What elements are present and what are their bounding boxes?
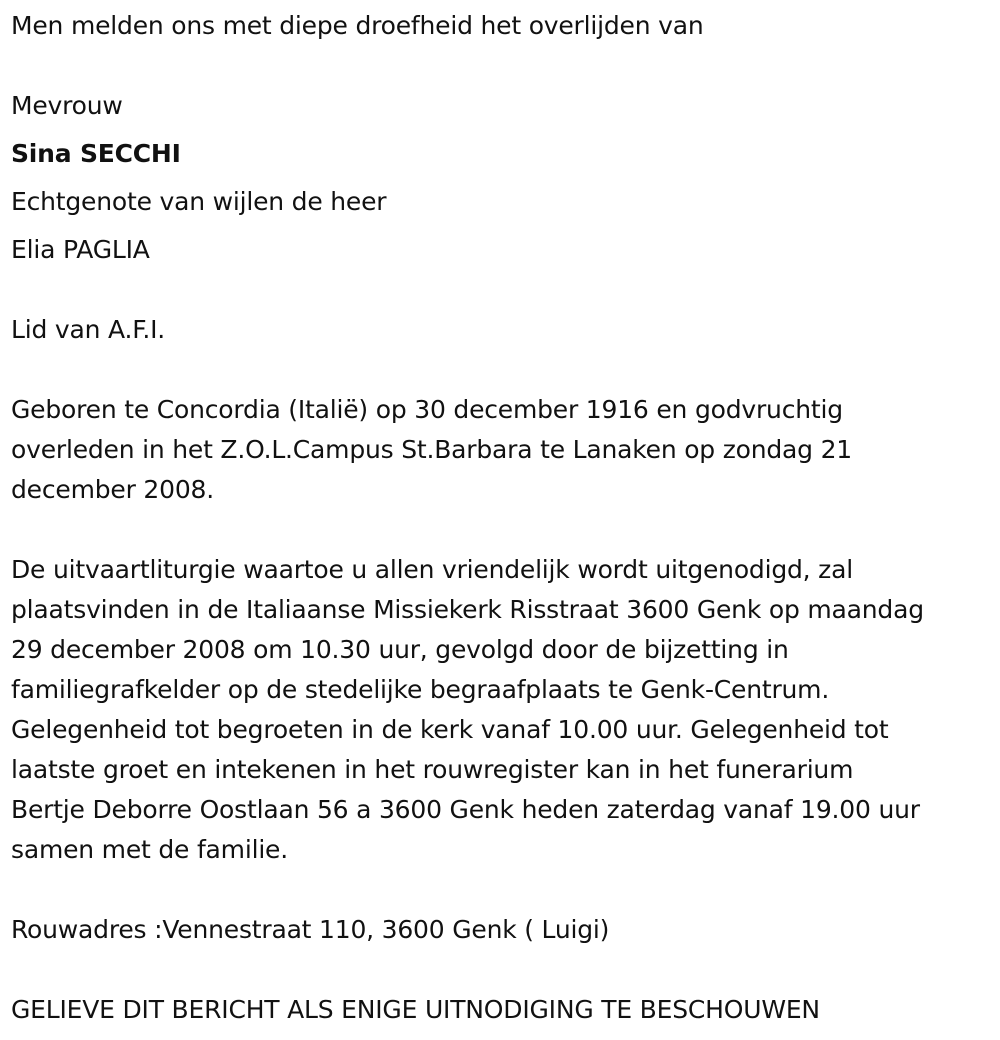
birth-death-line: Geboren te Concordia (Italië) op 30 december 1916 en godvruchtig	[11, 395, 843, 424]
funeral-line: laatste groet en intekenen in het rouwregister kan in het funerarium	[11, 755, 854, 784]
funeral-line: De uitvaartliturgie waartoe u allen vriendelijk wordt uitgenodigd, zal	[11, 555, 853, 584]
birth-death-line: december 2008.	[11, 475, 214, 504]
salutation: Mevrouw	[11, 91, 123, 120]
funeral-line: plaatsvinden in de Italiaanse Missiekerk Risstraat 3600 Genk op maandag	[11, 595, 924, 624]
membership-text: Lid van A.F.I.	[11, 315, 166, 344]
deceased-name: Sina SECCHI	[11, 139, 181, 168]
birth-death-line: overleden in het Z.O.L.Campus St.Barbara te Lanaken op zondag 21	[11, 435, 852, 464]
mourning-address: Rouwadres :Vennestraat 110, 3600 Genk ( Luigi)	[11, 915, 610, 944]
spouse-name: Elia PAGLIA	[11, 235, 150, 264]
funeral-line: samen met de familie.	[11, 835, 288, 864]
funeral-line: Gelegenheid tot begroeten in de kerk vanaf 10.00 uur. Gelegenheid tot	[11, 715, 889, 744]
closing-notice: GELIEVE DIT BERICHT ALS ENIGE UITNODIGING TE BESCHOUWEN	[11, 995, 820, 1024]
funeral-line: Bertje Deborre Oostlaan 56 a 3600 Genk heden zaterdag vanaf 19.00 uur	[11, 795, 920, 824]
funeral-line: 29 december 2008 om 10.30 uur, gevolgd door de bijzetting in	[11, 635, 789, 664]
intro-text: Men melden ons met diepe droefheid het overlijden van	[11, 11, 704, 40]
funeral-line: familiegrafkelder op de stedelijke begraafplaats te Genk-Centrum.	[11, 675, 830, 704]
relation-text: Echtgenote van wijlen de heer	[11, 187, 387, 216]
